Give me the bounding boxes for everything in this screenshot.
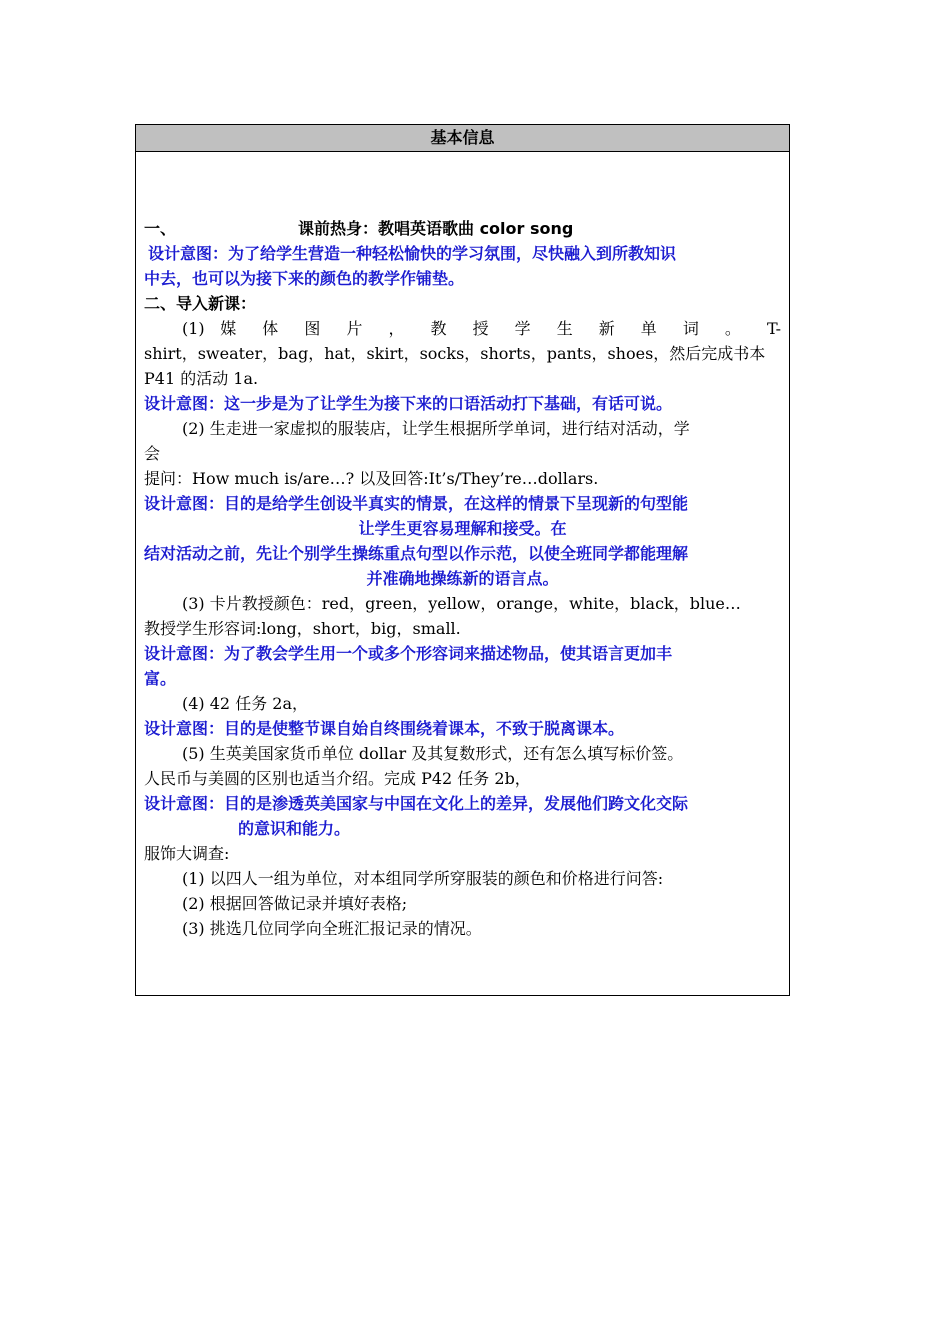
survey-item: (2) 根据回答做记录并填好表格; — [182, 894, 408, 913]
design-intent: 中去，也可以为接下来的颜色的教学作铺垫。 — [144, 269, 465, 288]
paragraph-line: (4) 42 任务 2a， — [182, 694, 309, 713]
paragraph-line: (5) 生英美国家货币单位 dollar 及其复数形式，还有怎么填写标价签。 — [182, 744, 684, 763]
paragraph-line: 人民币与美圆的区别也适当介绍。完成 P42 任务 2b， — [144, 769, 531, 788]
design-intent: 设计意图：这一步是为了让学生为接下来的口语活动打下基础，有话可说。 — [144, 394, 673, 413]
design-intent: 的意识和能力。 — [238, 819, 351, 838]
paragraph-line: 提问：How much is/are…? 以及回答:It’s/They’re…dollars. — [144, 469, 599, 488]
design-intent: 设计意图：目的是渗透英美国家与中国在文化上的差异，发展他们跨文化交际 — [144, 794, 689, 813]
design-intent: 让学生更容易理解和接受。在 — [358, 519, 567, 538]
survey-item: (1) 以四人一组为单位，对本组同学所穿服装的颜色和价格进行问答: — [182, 869, 664, 888]
info-table — [135, 124, 790, 996]
table-body — [136, 152, 789, 941]
design-intent: 富。 — [144, 669, 177, 688]
section-1-number: 一、 — [144, 219, 177, 238]
section-1-heading — [144, 216, 781, 241]
paragraph-line: (1) 媒 体 图 片 ， 教 授 学 生 新 单 词 。 T- — [182, 319, 781, 338]
design-intent: 设计意图：目的是给学生创设半真实的情景，在这样的情景下呈现新的句型能 — [144, 494, 689, 513]
paragraph-line: (2) 生走进一家虚拟的服装店，让学生根据所学单词，进行结对活动，学 — [182, 419, 690, 438]
paragraph-line: P41 的活动 1a. — [144, 369, 259, 388]
paragraph-line: (3) 卡片教授颜色：red，green，yellow，orange，white，black，blue… — [182, 594, 741, 613]
design-intent: 设计意图：为了给学生营造一种轻松愉快的学习氛围，尽快融入到所教知识 — [148, 244, 677, 263]
design-intent: 结对活动之前，先让个别学生操练重点句型以作示范，以使全班同学都能理解 — [144, 544, 689, 563]
paragraph-line: shirt，sweater，bag，hat，skirt，socks，shorts，pants，shoes，然后完成书本 — [144, 344, 766, 363]
design-intent: 设计意图：为了教会学生用一个或多个形容词来描述物品，使其语言更加丰 — [144, 644, 673, 663]
section-2-heading: 二、导入新课： — [144, 294, 257, 313]
paragraph-line: 教授学生形容词:long，short，big，small. — [144, 619, 461, 638]
table-header: 基本信息 — [136, 125, 789, 152]
survey-item: (3) 挑选几位同学向全班汇报记录的情况。 — [182, 919, 482, 938]
design-intent: 并准确地操练新的语言点。 — [366, 569, 559, 588]
paragraph-line: 会 — [144, 444, 161, 463]
design-intent: 设计意图：目的是使整节课自始自终围绕着课本，不致于脱离课本。 — [144, 719, 625, 738]
survey-title: 服饰大调查: — [144, 844, 230, 863]
section-1-title: 课前热身：教唱英语歌曲 color song — [298, 219, 574, 238]
